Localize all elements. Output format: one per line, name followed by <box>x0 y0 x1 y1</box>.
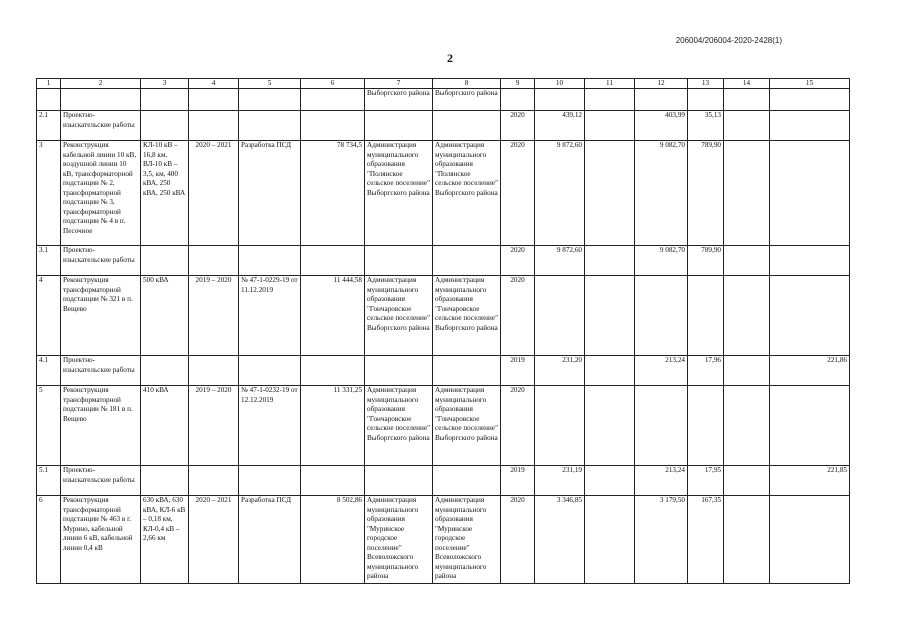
table-cell-col-13: 789,90 <box>688 141 724 246</box>
document-id: 206004/206004-2020-2428(1) <box>675 36 782 45</box>
column-header-9: 9 <box>501 79 535 89</box>
table-cell-col-14 <box>724 386 770 466</box>
table-cell-col-5: Разработка ПСД <box>239 141 301 246</box>
table-cell-col-15 <box>770 141 850 246</box>
table-cell-col-12: 403,99 <box>635 111 688 141</box>
table-cell-col-9: 2020 <box>501 141 535 246</box>
table-cell-col-4: 2019 – 2020 <box>189 276 239 356</box>
table-cell-col-10 <box>535 386 585 466</box>
table-cell-col-4 <box>189 466 239 496</box>
table-cell-col-15 <box>770 276 850 356</box>
table-cell-col-9: 2020 <box>501 276 535 356</box>
header-row <box>37 79 850 89</box>
table-cell-col-14 <box>724 246 770 276</box>
table-cell-col-7 <box>365 111 433 141</box>
table-cell-col-3 <box>141 466 189 496</box>
column-header-12: 12 <box>635 79 688 89</box>
table-cell-col-1: 3 <box>37 141 61 246</box>
table-cell-col-1: 4.1 <box>37 356 61 386</box>
table-cell-col-4: 2019 – 2020 <box>189 386 239 466</box>
table-cell-col-9: 2020 <box>501 386 535 466</box>
table-cell-col-11 <box>585 111 635 141</box>
table-cell-col-10 <box>535 276 585 356</box>
table-cell-col-12: 213,24 <box>635 356 688 386</box>
table-cell-col-6: 8 502,86 <box>301 496 365 584</box>
table-cell-col-1: 3.1 <box>37 246 61 276</box>
page-number: 2 <box>447 51 453 65</box>
table-cell-col-4 <box>189 246 239 276</box>
table-cell-col-8: Администрация муниципального образования "Гончаровское сельское поселение" Выборгского района <box>433 276 501 356</box>
table-cell-col-13 <box>688 89 724 111</box>
table-cell-col-14 <box>724 111 770 141</box>
table-cell-col-8: Администрация муниципального образования "Муринское городское поселение" Всеволожского муниципального района <box>433 496 501 584</box>
table-cell-col-15 <box>770 496 850 584</box>
table-cell-col-12 <box>635 276 688 356</box>
table-cell-col-7: Администрация муниципального образования "Гончаровское сельское поселение" Выборгского района <box>365 276 433 356</box>
table-cell-col-5 <box>239 466 301 496</box>
table-cell-col-7: Администрация муниципального образования "Муринское городское поселение" Всеволожского муниципального района <box>365 496 433 584</box>
table-cell-col-9 <box>501 89 535 111</box>
table-cell-col-12: 3 179,50 <box>635 496 688 584</box>
table-cell-col-9: 2019 <box>501 356 535 386</box>
column-header-5: 5 <box>239 79 301 89</box>
table-cell-col-12 <box>635 89 688 111</box>
column-header-6: 6 <box>301 79 365 89</box>
column-header-14: 14 <box>724 79 770 89</box>
table-cell-col-3 <box>141 111 189 141</box>
table-cell-col-12: 9 082,70 <box>635 141 688 246</box>
column-header-8: 8 <box>433 79 501 89</box>
table-cell-col-9: 2019 <box>501 466 535 496</box>
table-row <box>37 141 850 246</box>
table-cell-col-13: 789,90 <box>688 246 724 276</box>
table-cell-col-1: 5.1 <box>37 466 61 496</box>
table-cell-col-3 <box>141 246 189 276</box>
table-cell-col-11 <box>585 246 635 276</box>
table-row <box>37 466 850 496</box>
table-row <box>37 89 850 111</box>
table-cell-col-1: 2.1 <box>37 111 61 141</box>
column-header-3: 3 <box>141 79 189 89</box>
table-cell-col-6 <box>301 466 365 496</box>
table-cell-col-13: 35,13 <box>688 111 724 141</box>
table-cell-col-2: Проектно-изыскательские работы <box>61 246 141 276</box>
table-cell-col-10: 231,19 <box>535 466 585 496</box>
table-cell-col-11 <box>585 496 635 584</box>
table-cell-col-2: Проектно-изыскательские работы <box>61 111 141 141</box>
table-cell-col-14 <box>724 276 770 356</box>
table-cell-col-6: 78 734,5 <box>301 141 365 246</box>
table-cell-col-7 <box>365 356 433 386</box>
table-cell-col-15 <box>770 246 850 276</box>
table-cell-col-15: 221,85 <box>770 466 850 496</box>
table-cell-col-11 <box>585 141 635 246</box>
table-cell-col-2: Реконструкция трансформаторной подстанции № 463 в г. Мурино, кабельной линии 6 кВ, кабельной линии 0,4 кВ <box>61 496 141 584</box>
table-cell-col-8 <box>433 111 501 141</box>
column-header-15: 15 <box>770 79 850 89</box>
table-cell-col-15: 221,86 <box>770 356 850 386</box>
table-cell-col-2: Реконструкция кабельной линии 10 кВ, воздушной линии 10 кВ, трансформаторной подстанции № 2, трансформаторной подстанции № 3, трансформаторной подстанции № 4 в п. Песочное <box>61 141 141 246</box>
table-cell-col-1: 4 <box>37 276 61 356</box>
table-cell-col-5 <box>239 111 301 141</box>
table-cell-col-12 <box>635 386 688 466</box>
table-cell-col-3: 410 кВА <box>141 386 189 466</box>
table-cell-col-6 <box>301 246 365 276</box>
table-cell-col-12: 9 082,70 <box>635 246 688 276</box>
table-cell-col-13 <box>688 386 724 466</box>
table-cell-col-14 <box>724 141 770 246</box>
table-cell-col-14 <box>724 466 770 496</box>
table-cell-col-9: 2020 <box>501 111 535 141</box>
table-cell-col-8: Выборгского района <box>433 89 501 111</box>
table-cell-col-3: 630 кВА, 630 кВА, КЛ-6 кВ – 0,18 км, КЛ-0,4 кВ – 2,66 км <box>141 496 189 584</box>
table-cell-col-14 <box>724 496 770 584</box>
table-cell-col-6 <box>301 356 365 386</box>
table-cell-col-6 <box>301 89 365 111</box>
table-cell-col-5 <box>239 246 301 276</box>
table-row <box>37 246 850 276</box>
table-cell-col-5: № 47-1-0229-19 от 11.12.2019 <box>239 276 301 356</box>
table-cell-col-10 <box>535 89 585 111</box>
table-cell-col-4: 2020 – 2021 <box>189 141 239 246</box>
table-cell-col-8 <box>433 466 501 496</box>
table-cell-col-10: 439,12 <box>535 111 585 141</box>
table-cell-col-9: 2020 <box>501 496 535 584</box>
table-cell-col-6: 11 331,25 <box>301 386 365 466</box>
data-table <box>36 78 850 584</box>
table-cell-col-5: № 47-1-0232-19 от 12.12.2019 <box>239 386 301 466</box>
table-cell-col-3 <box>141 89 189 111</box>
table-cell-col-15 <box>770 111 850 141</box>
table-cell-col-10: 9 872,60 <box>535 141 585 246</box>
column-header-7: 7 <box>365 79 433 89</box>
table-cell-col-4 <box>189 89 239 111</box>
table-cell-col-15 <box>770 386 850 466</box>
table-cell-col-11 <box>585 89 635 111</box>
column-header-2: 2 <box>61 79 141 89</box>
table-cell-col-13: 17,96 <box>688 356 724 386</box>
column-header-1: 1 <box>37 79 61 89</box>
table-cell-col-4 <box>189 356 239 386</box>
table-cell-col-1 <box>37 89 61 111</box>
table-cell-col-14 <box>724 89 770 111</box>
column-header-11: 11 <box>585 79 635 89</box>
table-cell-col-6: 11 444,58 <box>301 276 365 356</box>
table-cell-col-4 <box>189 111 239 141</box>
table-row <box>37 111 850 141</box>
table-cell-col-3: 500 кВА <box>141 276 189 356</box>
column-header-10: 10 <box>535 79 585 89</box>
table-cell-col-12: 213,24 <box>635 466 688 496</box>
table-cell-col-8 <box>433 246 501 276</box>
column-header-4: 4 <box>189 79 239 89</box>
table-cell-col-7 <box>365 466 433 496</box>
table-cell-col-13: 167,35 <box>688 496 724 584</box>
table-cell-col-2: Реконструкция трансформаторной подстанции № 181 в п. Вещево <box>61 386 141 466</box>
table-cell-col-13: 17,95 <box>688 466 724 496</box>
table-cell-col-7: Администрация муниципального образования "Полянское сельское поселение" Выборгского района <box>365 141 433 246</box>
table-cell-col-11 <box>585 466 635 496</box>
table-cell-col-5 <box>239 89 301 111</box>
table-cell-col-11 <box>585 276 635 356</box>
table-cell-col-11 <box>585 356 635 386</box>
column-header-13: 13 <box>688 79 724 89</box>
table-cell-col-7: Выборгского района <box>365 89 433 111</box>
table-cell-col-10: 3 346,85 <box>535 496 585 584</box>
table-cell-col-13 <box>688 276 724 356</box>
table-cell-col-6 <box>301 111 365 141</box>
table-cell-col-10: 9 872,60 <box>535 246 585 276</box>
table-cell-col-1: 6 <box>37 496 61 584</box>
table-row <box>37 496 850 584</box>
table-cell-col-5 <box>239 356 301 386</box>
table-cell-col-7: Администрация муниципального образования "Гончаровское сельское поселение" Выборгского района <box>365 386 433 466</box>
table-cell-col-7 <box>365 246 433 276</box>
table-cell-col-8: Администрация муниципального образования "Полянское сельское поселение" Выборгского района <box>433 141 501 246</box>
table-cell-col-2: Проектно-изыскательские работы <box>61 466 141 496</box>
table-cell-col-5: Разработка ПСД <box>239 496 301 584</box>
table-cell-col-4: 2020 – 2021 <box>189 496 239 584</box>
table-cell-col-2: Проектно-изыскательские работы <box>61 356 141 386</box>
table-cell-col-11 <box>585 386 635 466</box>
table-cell-col-15 <box>770 89 850 111</box>
table-cell-col-8: Администрация муниципального образования "Гончаровское сельское поселение" Выборгского района <box>433 386 501 466</box>
table-cell-col-9: 2020 <box>501 246 535 276</box>
table-cell-col-10: 231,20 <box>535 356 585 386</box>
table-cell-col-3 <box>141 356 189 386</box>
table-row <box>37 356 850 386</box>
table-cell-col-14 <box>724 356 770 386</box>
table-cell-col-1: 5 <box>37 386 61 466</box>
table-cell-col-3: КЛ-10 кВ – 16,8 км, ВЛ-10 кВ – 3,5, км, 400 кВА, 250 кВА, 250 кВА <box>141 141 189 246</box>
table-cell-col-2 <box>61 89 141 111</box>
table-cell-col-2: Реконструкция трансформаторной подстанции № 321 в п. Вещево <box>61 276 141 356</box>
table-row <box>37 276 850 356</box>
table-row <box>37 386 850 466</box>
table-cell-col-8 <box>433 356 501 386</box>
